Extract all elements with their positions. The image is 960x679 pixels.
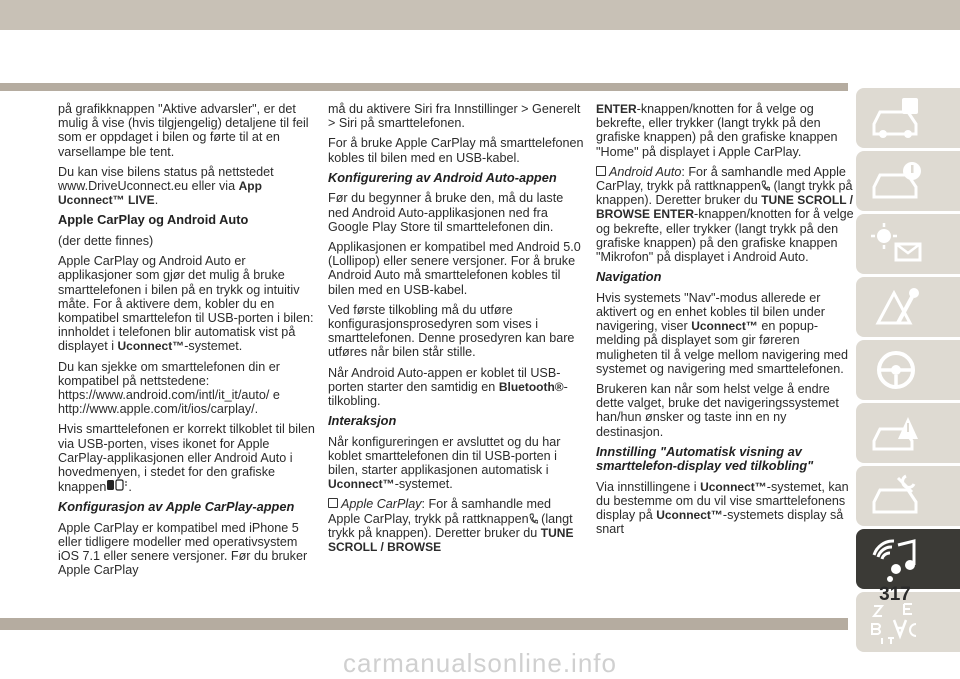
tab-multimedia[interactable]	[856, 529, 960, 589]
column-3	[596, 102, 854, 543]
watermark: carmanualsonline.info	[343, 648, 617, 678]
paragraph: (der dette finnes)	[58, 233, 154, 248]
column-1	[58, 102, 316, 584]
paragraph: Før du begynner å bruke den, må du laste ned Android Auto-applikasjonen ned fra Google Play Store til smarttelefonen din.	[328, 191, 564, 234]
tab-lights-messages[interactable]	[856, 214, 960, 274]
column-2	[328, 102, 586, 560]
paragraph: Når Android Auto-appen er koblet til USB-porten starter den samtidig en Bluetooth®-tilkobling.	[328, 365, 568, 408]
paragraph: på grafikknappen "Aktive advarsler", er det mulig å vise (hvis tilgjengelig) detaljene til feil som er oppdaget i bilen og førte til at en varsellampe ble tent.	[58, 102, 309, 159]
tab-maintenance[interactable]	[856, 466, 960, 526]
paragraph: Ved første tilkobling må du utføre konfigurasjonsprosedyren som vises i smarttelefonen. Denne prosedyren kan bare utføres når bilen står stille.	[328, 302, 575, 360]
paragraph: Du kan vise bilens status på nettstedet www.DriveUconnect.eu eller via App Uconnect™ LIVE.	[58, 164, 274, 208]
tab-warning-lights[interactable]	[856, 151, 960, 211]
safety-icon	[868, 283, 928, 331]
section-heading: Apple CarPlay og Android Auto	[58, 212, 249, 228]
maintenance-icon	[868, 472, 928, 520]
paragraph: Hvis systemets "Nav"-modus allerede er aktivert og en enhet kobles til bilen under navigering, viser Uconnect™ en popup-melding på displayet som gir føreren muligheten til å velge mellom navigering med systemet og navigering med smarttelefonen.	[596, 290, 849, 376]
paragraph: Hvis smarttelefonen er korrekt tilkoblet til bilen via USB-porten, vises ikonet for Apple CarPlay-applikasjonen eller Android Auto i hovedmenyen, i stedet for den grafiske knappen .	[58, 422, 315, 495]
paragraph: For å bruke Apple CarPlay må smarttelefonen kobles til bilen med en USB-kabel.	[328, 136, 584, 165]
paragraph: Apple CarPlay og Android Auto er applikasjoner som gjør det mulig å bruke smarttelefonen i bilen på en trykk og intuitiv måte. For å aktivere dem, kobler du en kompatibel smarttelefon til USB-porten i bilen: innholdet i telefonen blir automatisk vist på displayet i Uconnect™-systemet.	[58, 254, 314, 354]
paragraph: Brukeren kan når som helst velge å endre dette valget, bruke det navigeringssystemet han/hun ønsker og taste inn en ny destinasjon.	[596, 381, 839, 439]
tab-breakdown[interactable]	[856, 403, 960, 463]
voice-button-icon	[529, 513, 538, 524]
paragraph: Apple CarPlay er kompatibel med iPhone 5 eller tidligere modeller med operativsystem iOS 7.1 eller senere versjoner. Før du bruker Apple CarPlay	[58, 520, 308, 578]
paragraph: Når konfigureringen er avsluttet og du har koblet smarttelefonen din til USB-porten i bilen, starter applikasjonen automatisk i Uconnect™-systemet.	[328, 434, 561, 492]
tab-safety[interactable]	[856, 277, 960, 337]
paragraph: ENTER-knappen/knotten for å velge og bekrefte, eller trykker (langt trykk på den grafiske knappen) på den grafiske knappen "Home" på displayet i Apple CarPlay.	[596, 102, 838, 159]
paragraph: Android Auto: For å samhandle med Apple CarPlay, trykk på rattknappen (langt trykk på knappen). Deretter bruker du TUNE SCROLL / BROWSE ENTER-knappen/knotten for å velge og bekrefte, eller trykker (langt trykk på den grafiske knappen) på den grafiske knappen "Mikrofon" på displayet i Android Auto.	[596, 164, 854, 265]
tab-car-info[interactable]	[856, 88, 960, 148]
section-heading: Innstilling "Automatisk visning av smarttelefon-display ved tilkobling"	[596, 443, 814, 474]
car-info-icon	[868, 94, 928, 142]
lights-and-messages-icon	[868, 220, 928, 268]
tab-steering-wheel[interactable]	[856, 340, 960, 400]
square-bullet-icon	[328, 498, 338, 508]
paragraph: må du aktivere Siri fra Innstillinger > Generelt > Siri på smarttelefonen.	[328, 102, 581, 131]
paragraph: Via innstillingene i Uconnect™-systemet, kan du bestemme om du vil vise smarttelefonens display på Uconnect™-systemets display så snart	[596, 479, 849, 537]
warning-lights-icon	[868, 157, 928, 205]
paragraph: Apple CarPlay: For å samhandle med Apple CarPlay, trykk på rattknappen (langt trykk på knappen). Deretter bruker du TUNE SCROLL / BROWSE	[328, 497, 574, 555]
steering-wheel-icon	[868, 346, 928, 394]
section-heading: Interaksjon	[328, 413, 397, 429]
bottom-stripe	[0, 618, 848, 630]
paragraph: Applikasjonen er kompatibel med Android 5.0 (Lollipop) eller senere versjoner. For å bruke Android Auto må smarttelefonen kobles til bilen med en USB-kabel.	[328, 239, 581, 297]
section-heading: Navigation	[596, 269, 662, 285]
breakdown-icon	[868, 409, 928, 457]
page-number: 317	[879, 584, 911, 605]
section-heading: Konfigurasjon av Apple CarPlay-appen	[58, 499, 295, 515]
phone-button-icon	[106, 480, 128, 494]
paragraph: Du kan sjekke om smarttelefonen din er kompatibel på nettstedene: https://www.android.com/intl/it_it/auto/ e http://www.apple.com/it/ios/carplay/.	[58, 359, 280, 417]
voice-button-icon	[761, 180, 770, 191]
chapter-tabs	[856, 88, 960, 655]
section-heading: Konfigurering av Android Auto-appen	[328, 169, 557, 185]
multimedia-icon	[868, 535, 928, 583]
top-stripe	[0, 83, 848, 91]
square-bullet-icon	[596, 166, 606, 176]
top-band	[0, 0, 960, 30]
